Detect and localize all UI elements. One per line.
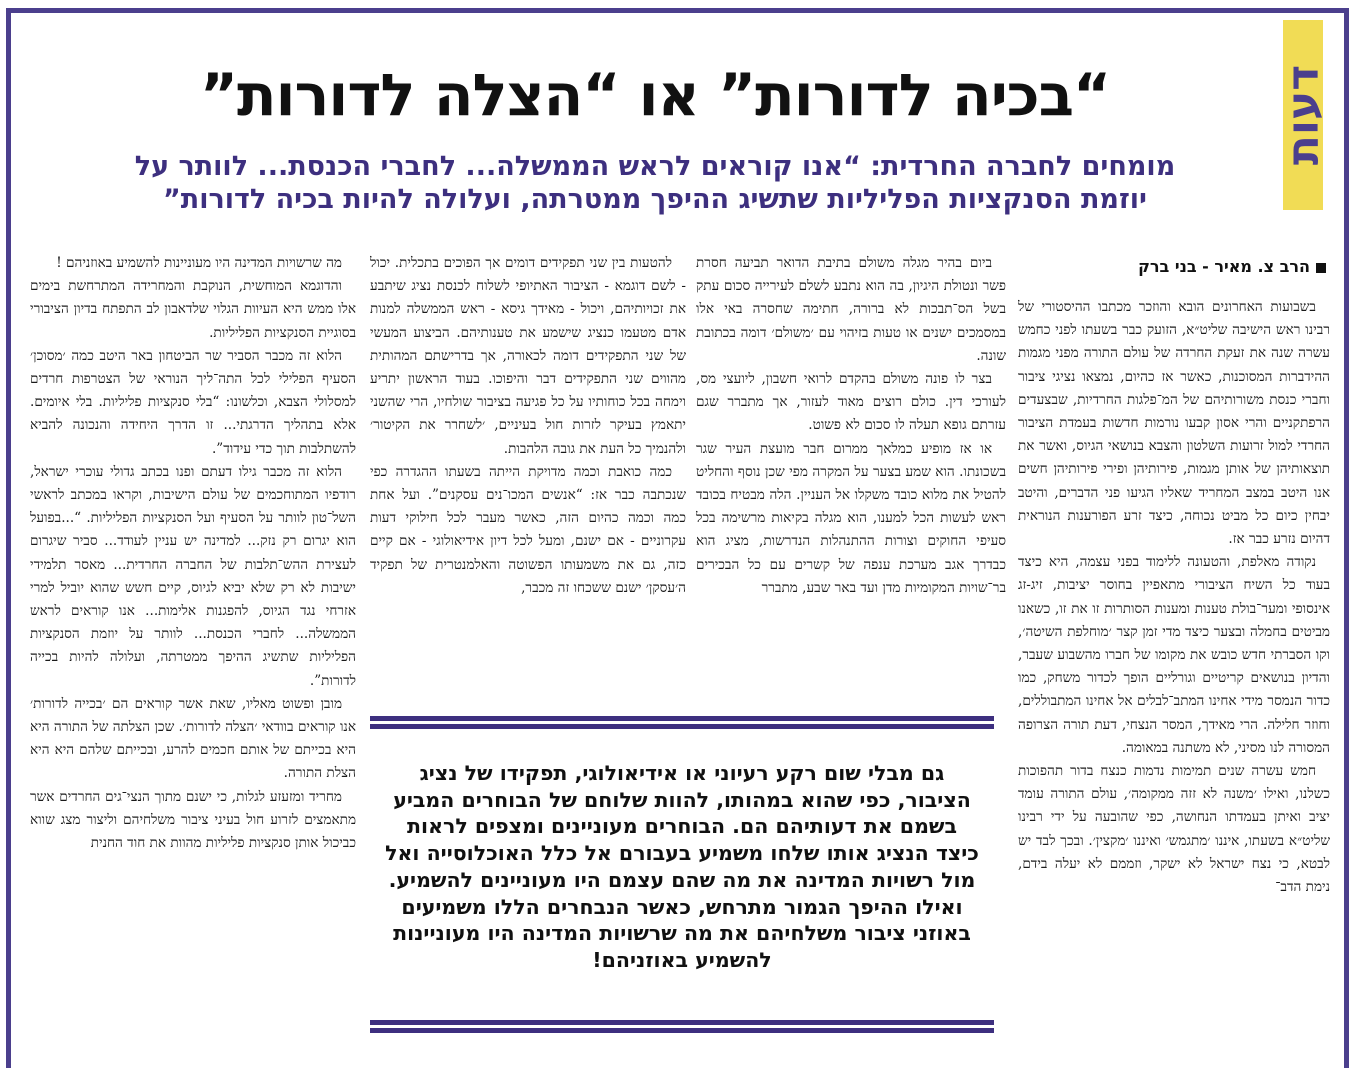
subtitle-line-2: יוזמת הסנקציות הפליליות שתשיג ההיפך ממטרתה, ועלולה להיות בכיה לדורות” xyxy=(163,184,1147,215)
paragraph: או אז מופיע כמלאך ממרום חבר מועצת העיר שגר בשכונתו. הוא שמע בצער על המקרה מפי שכן נוסף והחליט להטיל את מלוא כובד משקלו אל העניין. הלה מבטיח בכובד ראש לעשות הכל למענו, הוא מגלה בקיאות מרשימה בכל סעיפי החוקים וצורות ההתנהלות הנדרשות, מציג הוא כבדרך אגב מערכת ענפה של קשרים עם כל הבכירים בר־שויות המקומיות מדן ועד באר שבע, מתברר xyxy=(696,440,1006,596)
paragraph: נקודה מאלפת, והטעונה ללימוד בפני עצמה, היא כיצד בעוד כל השיח הציבורי מתאפיין בחוסר יציבות, זיג-זג אינסופי ומער־בולת טענות ומענות הסותרות זו את זו, כשאנו מביטים בחמלה ובצער כיצד מדי זמן קצר ׳מוחלפת השיטה׳, וקו הסברתי חדש כובש את מקומו של חברו מהשבוע שעבר, והדיון בנושאים קריטיים וגורליים הופך לכדור משחק, כמו כדור הנמסר מידי אחינו המתב־לבלים אל אחינו המתבוללים, וחוזר חלילה. הרי מאידך, המסר הנצחי, דעת תורה הצרופה המסורה לנו מסיני, לא משתנה במאומה. xyxy=(1018,554,1330,756)
article-column-2 xyxy=(696,252,1006,692)
paragraph: מה שרשויות המדינה היו מעוניינות להשמיע באוזניהם ! xyxy=(56,255,342,271)
pull-quote-bottom-rule xyxy=(370,1020,994,1036)
paragraph: מחריד ומזעזע לגלות, כי ישנם מתוך הנצי־גים החרדים אשר מתאמצים לזרוע חול בעיני ציבור משלחיהם וליצור מצג שווא כביכול אותן סנקציות פליליות מהוות את חוד החנית xyxy=(30,788,356,852)
paragraph: ביום בהיר מגלה משולם בתיבת הדואר תביעה חסרת פשר ונטולת היגיון, בה הוא נתבע לשלם לעירייה סכום עתק בשל הס־תבכות לא ברורה, חתימה שחסרה באי אלו במסמכים ישנים או טעות בזיהוי עם ׳משולם׳ דומה בכתובת שונה. xyxy=(696,255,1006,364)
paragraph: כמה כואבת וכמה מדויקת הייתה בשעתו ההגדרה כפי שנכתבה כבר אז: “אנשים המכו־נים עסקנים”. ועל אחת כמה וכמה כהיום הזה, כאשר מעבר לכל חילוקי דעות עקרוניים - אם ישנם, ומעל לכל דיון אידיאולוגי - אם קיים כזה, גם את משמעותו הפשוטה והאלמנטרית של תפקיד ה׳עסקן׳ ישנם ששכחו זה מכבר, xyxy=(370,463,686,596)
paragraph: להטעות בין שני תפקידים דומים אך הפוכים בתכלית. יכול - לשם דוגמא - הציבור האתיופי לשלוח לכנסת נציג שיתבע את זכויותיהם, ויכול - מאידך גיסא - ראש הממשלה למנות אדם מטעמו כנציג שישמע את טענותיהם. הביצוע המעשי של שני התפקידים דומה לכאורה, אך בדרישתם המהותית מהווים שני התפקידים דבר והיפוכו. בעוד הראשון יתריע וימחה בכל כוחותיו על כל פגיעה בציבור שולחיו, הרי שהשני יתאמץ בעיקר לזרות חול בעיניים, ׳לשחרר את הקיטור׳ ולהנמיך כל העת את גובה הלהבות. xyxy=(370,255,686,457)
headline: “בכיה לדורות” או “הצלה לדורות” xyxy=(199,61,1111,129)
section-tab-label: דעות xyxy=(1277,64,1329,166)
byline xyxy=(1030,257,1326,276)
subtitle-line-1: מומחים לחברה החרדית: “אנו קוראים לראש הממשלה... לחברי הכנסת... לוותר על xyxy=(134,151,1176,182)
section-tab xyxy=(1277,20,1329,210)
pull-quote: גם מבלי שום רקע רעיוני או אידיאולוגי, תפקידו של נציג הציבור, כפי שהוא במהותו, להוות שלוחם של הבוחרים המביע בשמם את דעותיהם הם. הבוחרים מעוניינים ומצפים לראות כיצד הנציג אותו שלחו משמיע בעבורם אל כלל האוכלוסייה ואל מול רשויות המדינה את מה שהם עצמם היו מעוניינים להשמיע. ואילו ההיפך הגמור מתרחש, כאשר הנבחרים הללו משמיעים באוזני ציבור משלחיהם את מה שרשויות המדינה היו מעוניינות להשמיע באוזניהם! xyxy=(385,761,979,972)
byline-text: הרב צ. מאיר - בני ברק xyxy=(1138,257,1310,276)
article-column-4 xyxy=(30,252,356,1046)
article-column-3 xyxy=(370,252,686,692)
paragraph: מובן ופשוט מאליו, שאת אשר קוראים הם ׳בכייה לדורות׳ אנו קוראים בוודאי ׳הצלה לדורות׳. שכן הצלתה של התורה היא היא בכייתם של אותם חכמים להרע, ובכייתם שלהם היא היא הצלת התורה. xyxy=(30,695,356,782)
paragraph: בשבועות האחרונים הובא והוזכר מכתבו ההיסטורי של רבינו ראש הישיבה שליט״א, הזועק כבר בשעתו לפני כחמש עשרה שנה את זעקת החרדה של עולם התורה מפני מגמות ההידברות המסוכנות, כאשר אז כהיום, נמצאו נציגי ציבור וחברי כנסת משורותיהם של המ־פלגות החרדיות, שבצעדים הרפתקניים והרי אסון קבעו נורמות חדשות בעמדת הציבור החרדי למול זרועות השלטון והצבא בנושאי הגיוס, ואשר את תוצאותיהן של אותן מגמות, פירותיהן ופירי פירותיהן חשים אנו היטב במצב המחריד שאליו הגיעו פני הדברים, והיטב יבחין כיום כל מביט נכוחה, כיצד זרע הפורענות הנוראית דהיום נזרע כבר אז. xyxy=(1018,299,1330,548)
paragraph: הלוא זה מכבר גילו דעתם ופנו בכתב גדולי עוכרי ישראל, רודפיו המתוחכמים של עולם הישיבות, וקראו במכתב לראשי השל־טון לוותר על הסעיף ועל הסנקציות הפליליות. “...בפועל הוא יגרום רק נזק... למדינה יש עניין לעודד... סביר שיגרום לעצירת ההש־תלבות של החברה החרדית... מאסר תלמידי ישיבות לא רק שלא יביא לגיוס, קיים חשש שהוא יוביל למרי אזרחי נגד הגיוס, להפגנות אלימות... אנו קוראים לראש הממשלה... לחברי הכנסת... לוותר על יוזמת הסנקציות הפליליות שתשיג ההיפך ממטרתה, ועלולה להיות בכייה לדורות”. xyxy=(30,463,356,689)
subtitle xyxy=(30,150,1280,216)
pull-quote-top-rule xyxy=(370,716,994,732)
byline-square-icon xyxy=(1316,263,1326,273)
paragraph: חמש עשרה שנים תמימות נדמות כנצח בדור תהפוכות כשלנו, ואילו ׳משנה לא זזה ממקומה׳, עולם התורה עומד יציב ואיתן בעמדתו הנחושה, כפי שהובעה על ידי רבינו שליט״א בשעתו, איננו ׳מתגמש׳ ואיננו ׳מקצין׳. ובכך לבד יש לבטא, כי נצח ישראל לא ישקר, וזממם לא יעלה בידם, נימת הדב־ xyxy=(1018,763,1330,896)
paragraph: והדוגמא המוחשית, הנוקבת והמחרידה המתרחשת בימים אלו ממש היא העיוות הגלוי שלדאבון לב התפתח בדיון הציבורי בסוגיית הסנקציות הפליליות. xyxy=(30,278,356,341)
article-column-1 xyxy=(1018,296,1330,1046)
paragraph: בצר לו פונה משולם בהקדם לרואי חשבון, ליועצי מס, לעורכי דין. כולם רוצים מאוד לעזור, אך מתברר שגם עזרתם גופא תעלה לו סכום לא פשוט. xyxy=(696,371,1006,434)
paragraph: הלוא זה מכבר הסביר שר הביטחון באר היטב כמה ׳מסוכן׳ הסעיף הפלילי לכל התה־ליך הנוראי של הצטרפות חרדים למסלולי הצבא, וכלשונו: “בלי סנקציות פליליות. בלי איומים. אלא בתהליך הדרגתי... זו הדרך היחידה והנכונה להביא להשתלבות תוך כדי עידוד”. xyxy=(30,347,356,457)
